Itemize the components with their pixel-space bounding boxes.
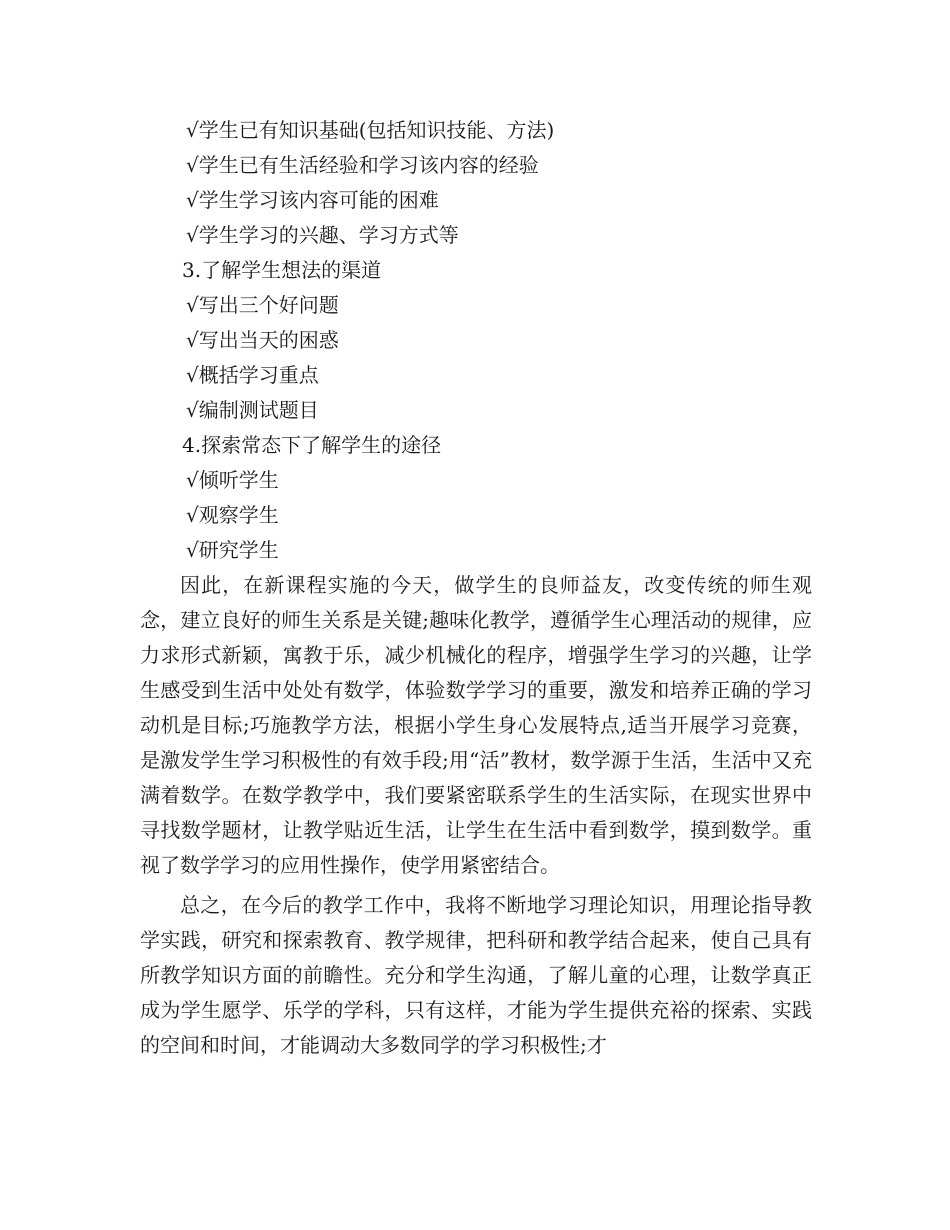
check-item: √观察学生 [186, 503, 279, 527]
check-item: √写出三个好问题 [186, 293, 339, 317]
check-item: √写出当天的困惑 [186, 328, 339, 352]
check-item: √学生已有生活经验和学习该内容的经验 [186, 153, 539, 177]
section-heading: 3.了解学生想法的渠道 [182, 258, 382, 282]
check-item: √学生已有知识基础(包括知识技能、方法) [186, 118, 555, 142]
body-paragraph: 因此，在新课程实施的今天，做学生的良师益友，改变传统的师生观念，建立良好的师生关系是关键;趣味化教学，遵循学生心理活动的规律，应力求形式新颖，寓教于乐，减少机械化的程序，增强学生学习的兴趣，让学生感受到生活中处处有数学，体验数学学习的重要，激发和培养正确的学习动机是目标;巧施教学方法，根据小学生身心发展特点,适当开展学习竞赛，是激发学生学习积极性的有效手段;用“活”教材，数学源于生活，生活中又充满着数学。在数学教学中，我们要紧密联系学生的生活实际，在现实世界中寻找数学题材，让教学贴近生活，让学生在生活中看到数学，摸到数学。重视了数学学习的应用性操作，使学用紧密结合。 [140, 573, 812, 877]
check-item: √研究学生 [186, 538, 279, 562]
document-body [140, 113, 812, 1063]
check-item: √学生学习该内容可能的困难 [186, 188, 439, 212]
check-item: √学生学习的兴趣、学习方式等 [186, 223, 459, 247]
check-item: √概括学习重点 [186, 363, 319, 387]
check-item: √倾听学生 [186, 468, 279, 492]
check-item: √编制测试题目 [186, 398, 319, 422]
body-paragraph: 总之，在今后的教学工作中，我将不断地学习理论知识，用理论指导教学实践，研究和探索教育、教学规律，把科研和教学结合起来，使自己具有所教学知识方面的前瞻性。充分和学生沟通，了解儿童的心理，让数学真正成为学生愿学、乐学的学科，只有这样，才能为学生提供充裕的探索、实践的空间和时间，才能调动大多数同学的学习积极性;才 [140, 893, 812, 1057]
section-heading: 4.探索常态下了解学生的途径 [182, 433, 442, 457]
